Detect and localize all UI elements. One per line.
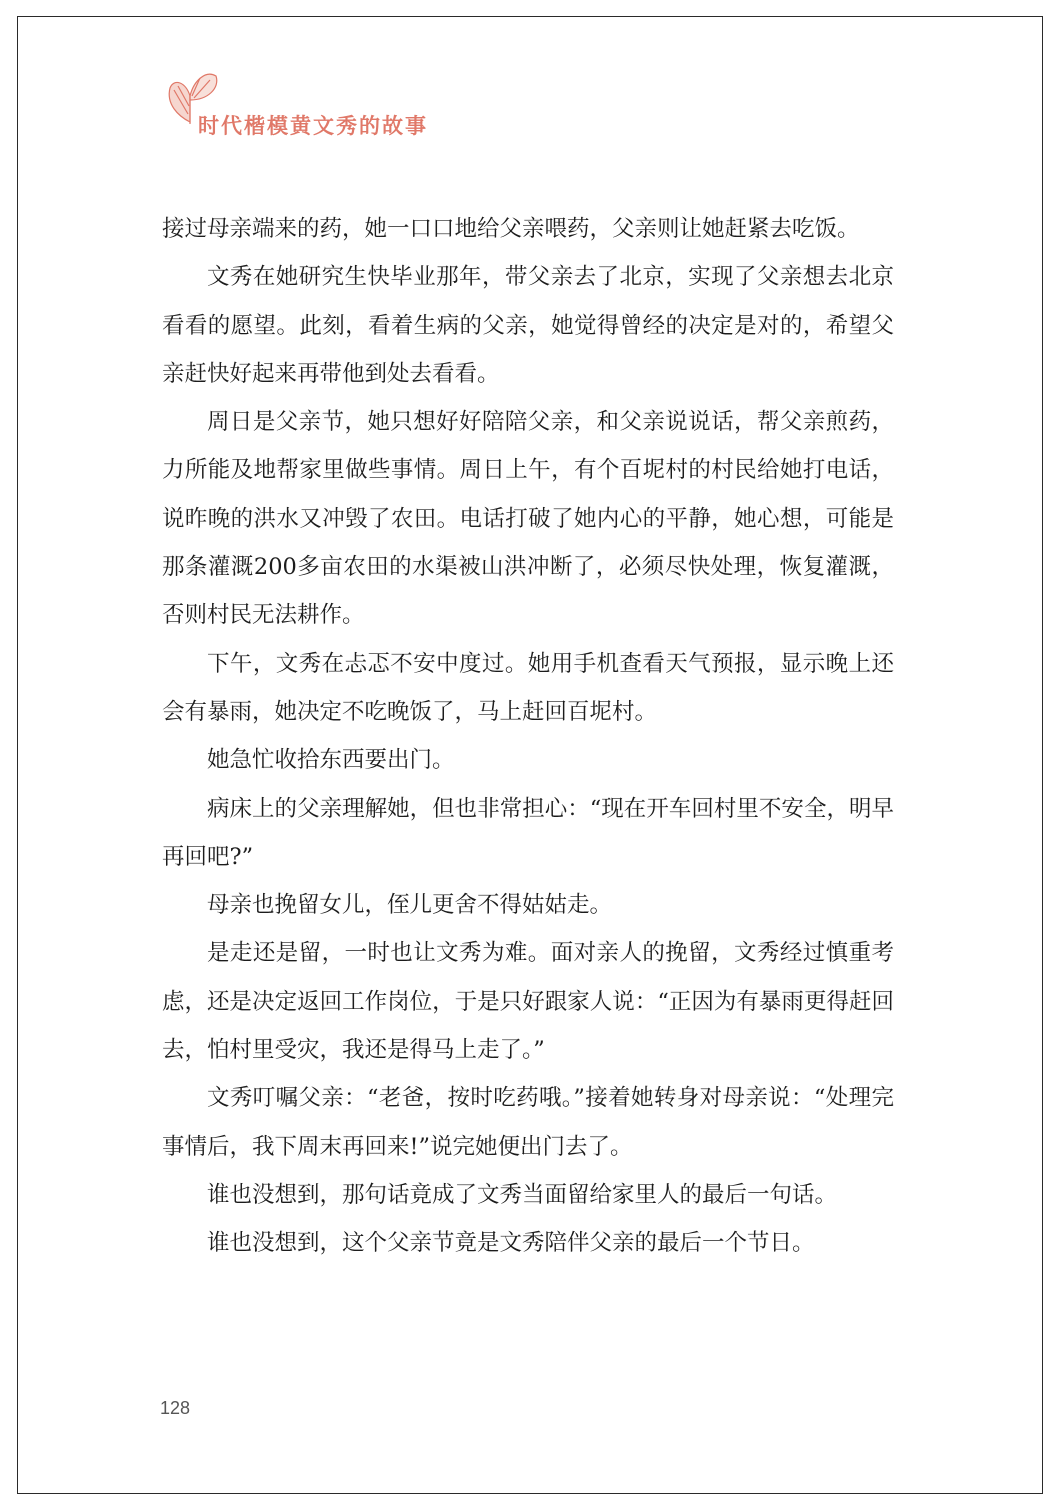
page-number: 128 [160,1398,191,1418]
paragraph: 文秀叮嘱父亲：“老爸，按时吃药哦。”接着她转身对母亲说：“处理完事情后，我下周末再回来!”说完她便出门去了。 [162,1085,894,1160]
paragraph: 文秀在她研究生快毕业那年，带父亲去了北京，实现了父亲想去北京看看的愿望。此刻，看着生病的父亲，她觉得曾经的决定是对的，希望父亲赶快好起来再带他到处去看看。 [162,264,894,387]
paragraph: 接过母亲端来的药，她一口口地给父亲喂药，父亲则让她赶紧去吃饭。 [162,216,860,242]
paragraph: 母亲也挽留女儿，侄儿更舍不得姑姑走。 [207,892,613,919]
paragraph: 下午，文秀在忐忑不安中度过。她用手机查看天气预报，显示晚上还会有暴雨，她决定不吃晚饭了，马上赶回百坭村。 [162,650,894,725]
paragraph: 她急忙收拾东西要出门。 [207,747,455,774]
paragraph: 谁也没想到，那句话竟成了文秀当面留给家里人的最后一句话。 [207,1181,838,1208]
paragraph: 谁也没想到，这个父亲节竟是文秀陪伴父亲的最后一个节日。 [207,1230,815,1257]
paragraph: 病床上的父亲理解她，但也非常担心：“现在开车回村里不安全，明早再回吧?” [162,795,894,870]
paragraph: 是走还是留，一时也让文秀为难。面对亲人的挽留，文秀经过慎重考虑，还是决定返回工作岗位，于是只好跟家人说：“正因为有暴雨更得赶回去，怕村里受灾，我还是得马上走了。” [162,940,894,1064]
running-header [160,66,480,146]
body-text [162,205,894,1268]
book-title: 时代楷模黄文秀的故事 [198,113,428,138]
paragraph: 周日是父亲节，她只想好好陪陪父亲，和父亲说说话，帮父亲煎药，力所能及地帮家里做些事情。周日上午，有个百坭村的村民给她打电话，说昨晚的洪水又冲毁了农田。电话打破了她内心的平静，她心想，可能是那条灌溉200多亩农田的水渠被山洪冲断了，必须尽快处理，恢复灌溉，否则村民无法耕作。 [162,409,894,629]
